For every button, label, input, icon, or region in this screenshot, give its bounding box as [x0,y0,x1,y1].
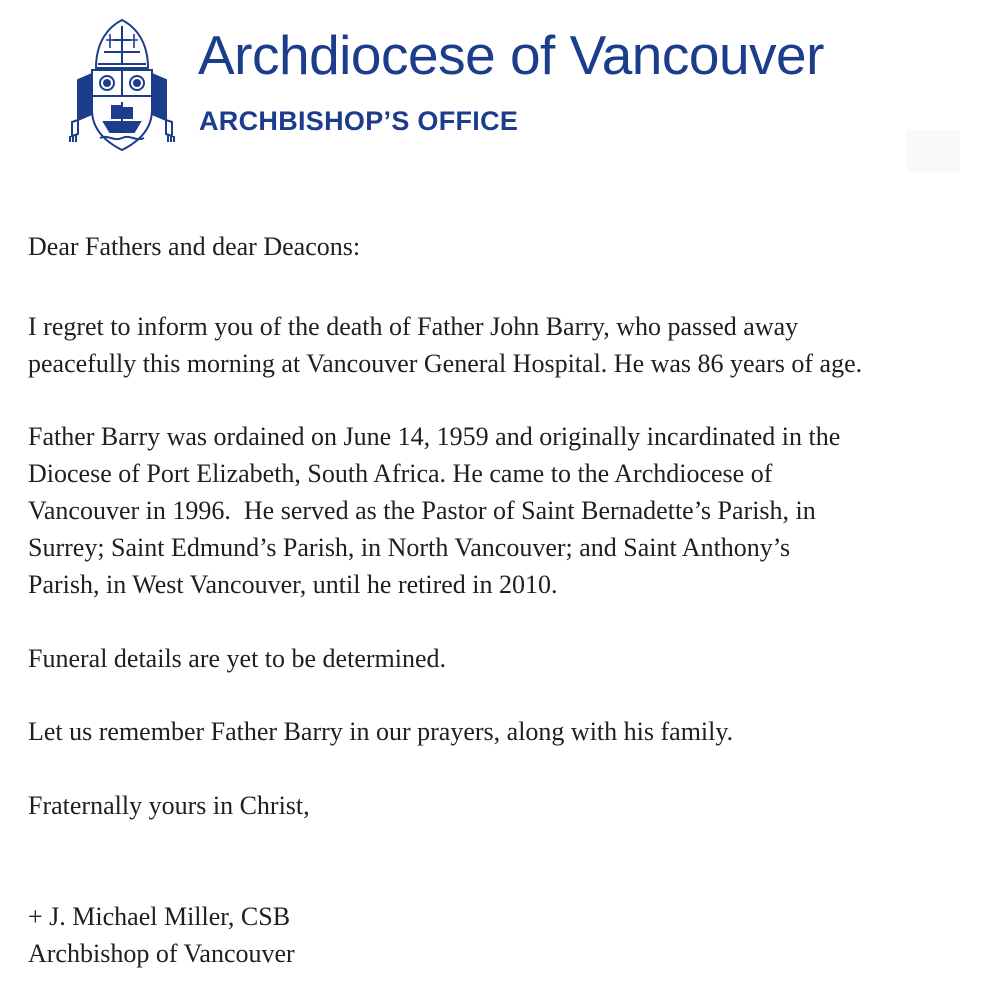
paragraph-line: I regret to inform you of the death of Father John Barry, who passed away [28,312,799,341]
paragraph-line: Diocese of Port Elizabeth, South Africa. He came to the Archdiocese of [28,459,773,488]
signature-block [28,898,978,972]
letter-closing [28,787,978,824]
paragraph-line: Funeral details are yet to be determined. [28,644,447,673]
archdiocese-crest-icon [66,18,178,154]
paragraph-line: Vancouver in 1996. He served as the Pastor of Saint Bernadette’s Parish, in [28,496,816,525]
paragraph-line: Father Barry was ordained on June 14, 1959 and originally incardinated in the [28,422,841,451]
corner-mark [906,130,960,172]
paragraph-line: Let us remember Father Barry in our prayers, along with his family. [28,717,734,746]
greeting-line: Dear Fathers and dear Deacons: [28,232,361,261]
paragraph-death-notice [28,308,978,382]
letterhead [0,0,1000,170]
signature-name: + J. Michael Miller, CSB [28,902,291,931]
signature-title: Archbishop of Vancouver [28,939,295,968]
paragraph-prayers [28,713,978,750]
paragraph-funeral-details [28,640,978,677]
paragraph-line: Surrey; Saint Edmund’s Parish, in North Vancouver; and Saint Anthony’s [28,533,791,562]
paragraph-biography [28,418,978,603]
office-name: ARCHBISHOP’S OFFICE [199,106,519,136]
organization-name: Archdiocese of Vancouver [198,24,824,86]
paragraph-line: Parish, in West Vancouver, until he retired in 2010. [28,570,558,599]
paragraph-line: peacefully this morning at Vancouver General Hospital. He was 86 years of age. [28,349,863,378]
closing-line: Fraternally yours in Christ, [28,791,310,820]
letter-greeting [28,228,978,265]
